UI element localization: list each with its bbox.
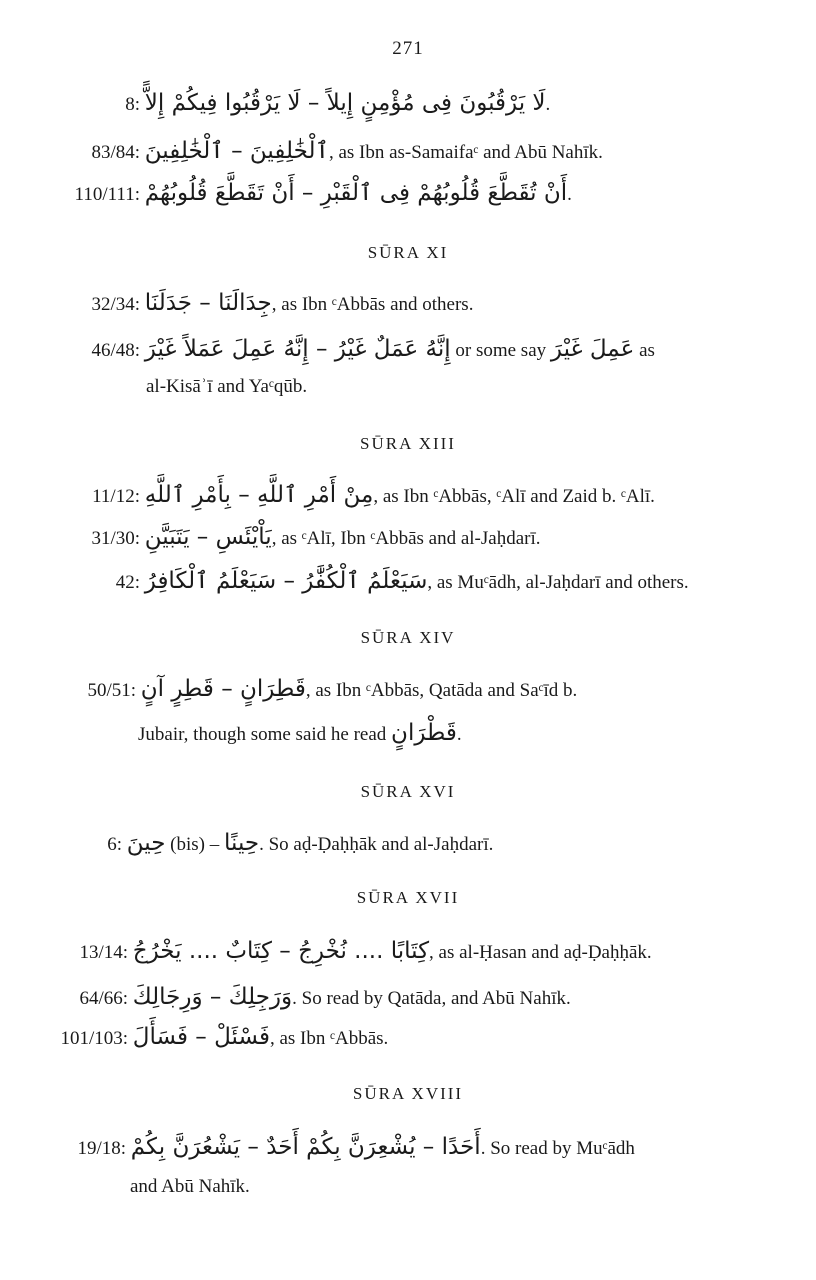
verse-reference: 101/103: [60,1028,128,1049]
entry-text: . [567,184,572,205]
verse-reference: 13/14: [79,942,128,963]
entry [66,674,577,706]
verse-reference: 8: [125,94,140,115]
arabic-reading: ٱلْخَٰلِفِينَ – ٱلْخَٰلِفِينَ [144,138,329,164]
entry-text: . So read by Qatāda, and Abū Nahīk. [292,988,571,1009]
verse-reference: 50/51: [87,680,136,701]
entry-text: . So read by Muᶜādh [480,1138,635,1159]
entry [62,136,603,168]
sura-heading: SŪRA XIV [360,628,456,647]
arabic-reading-alt: حِينًا [224,830,260,856]
entry [82,88,550,120]
page-number: 271 [392,38,424,59]
entry [62,936,652,968]
arabic-reading: فَسْئَلْ – فَسَأَلَ [132,1024,270,1050]
entry-text: , as Muᶜādh, al-Jaḥdarī and others. [427,572,689,593]
sura-heading: SŪRA XI [367,243,449,262]
entry-text: . So aḍ-Ḍaḥḥāk and al-Jaḥdarī. [259,834,494,855]
verse-reference: 32/34: [91,294,140,315]
arabic-reading: قَطِرَانٍ – قَطِرٍ آنٍ [140,676,306,702]
verse-reference: 42: [115,572,140,593]
arabic-reading: أَحَدًا – يُشْعِرَنَّ بِكُمْ أَحَدٌ – يَشْعُرَنَّ بِكُمْ [130,1134,481,1160]
entry-text: or some say [450,340,551,361]
arabic-reading: أَنْ تُقَطَّعَ قُلُوبُهُمْ فِى ٱلْقَبْرِ – أَنْ تَقَطَّعَ قُلُوبُهُمْ [144,180,568,206]
entry-text: , as Ibn ᶜAbbās and others. [271,294,474,315]
verse-reference: 6: [107,834,122,855]
entry [92,566,689,598]
entry-text: , as al-Ḥasan and aḍ-Ḍaḥḥāk. [429,942,652,963]
entry-text: . [456,724,462,745]
entry [92,828,493,860]
arabic-reading-alt: عَمِلَ غَيْرَ [550,336,635,362]
sura-heading: SŪRA XIII [360,434,456,453]
entry-text: , as Ibn ᶜAbbās. [269,1028,389,1049]
entry-text: . [545,94,551,115]
entry-text: , as ᶜAlī, Ibn ᶜAbbās and al-Jaḥdarī. [271,528,541,549]
sura-heading: SŪRA XVI [360,782,456,801]
arabic-reading: لَا يَرْقُبُونَ فِى مُؤْمِنٍ إِيلاً – لَا يَرْقُبُوا فِيكُمْ إِلاًّ [144,90,546,116]
entry-text: Jubair, though some said he read [138,724,392,745]
sura-heading: SŪRA XVIII [352,1084,464,1103]
entry [52,178,572,210]
entry [72,334,655,366]
entry-text: , as Ibn ᶜAbbās, ᶜAlī and Zaid b. ᶜAlī. [373,486,655,507]
verse-reference: 31/30: [91,528,140,549]
verse-reference: 11/12: [92,486,140,507]
arabic-reading: كِتَابًا .... نُخْرِجُ – كِتَابٌ .... يَخْرُجُ [132,938,430,964]
continuation-line: and Abū Nahīk. [130,1176,250,1197]
arabic-reading: حِينَ [126,830,166,856]
arabic-reading: جِدَالَنَا – جَدَلَنَا [144,290,272,316]
verse-reference: 19/18: [77,1138,126,1159]
verse-reference: 110/111: [74,184,140,205]
arabic-reading: مِنْ أَمْرِ ٱللَّهِ – بِأَمْرِ ٱللَّهِ [144,482,374,508]
entry [72,522,540,554]
arabic-reading: وَرَجِلِكَ – وَرِجَالِكَ [132,984,293,1010]
verse-reference: 83/84: [91,142,140,163]
arabic-reading: إِنَّهُ عَمَلٌ غَيْرُ – إِنَّهُ عَمِلَ عَمَلاً غَيْرَ [144,336,451,362]
arabic-reading: سَيَعْلَمُ ٱلْكُفَّٰرُ – سَيَعْلَمُ ٱلْكَافِرُ [144,568,428,594]
continuation-line: al-Kisāʾī and Yaᶜqūb. [146,376,308,397]
verse-reference: 46/48: [91,340,140,361]
entry-text: , as Ibn ᶜAbbās, Qatāda and Saᶜīd b. [305,680,578,701]
arabic-reading: قَطْرَانٍ [391,720,457,746]
arabic-reading: يَاْيْئَسِ – يَتَبَيَّنِ [144,524,272,550]
entry-text: as [634,340,655,361]
entry [56,1132,635,1164]
verse-reference: 64/66: [79,988,128,1009]
entry [62,982,571,1014]
entry-text: , as Ibn as-Samaifaᶜ and Abū Nahīk. [328,142,603,163]
entry-text: (bis) – [165,834,224,855]
entry [72,288,473,320]
sura-heading: SŪRA XVII [356,888,460,907]
entry [36,1022,388,1054]
continuation-line [138,718,462,750]
entry [72,480,655,512]
